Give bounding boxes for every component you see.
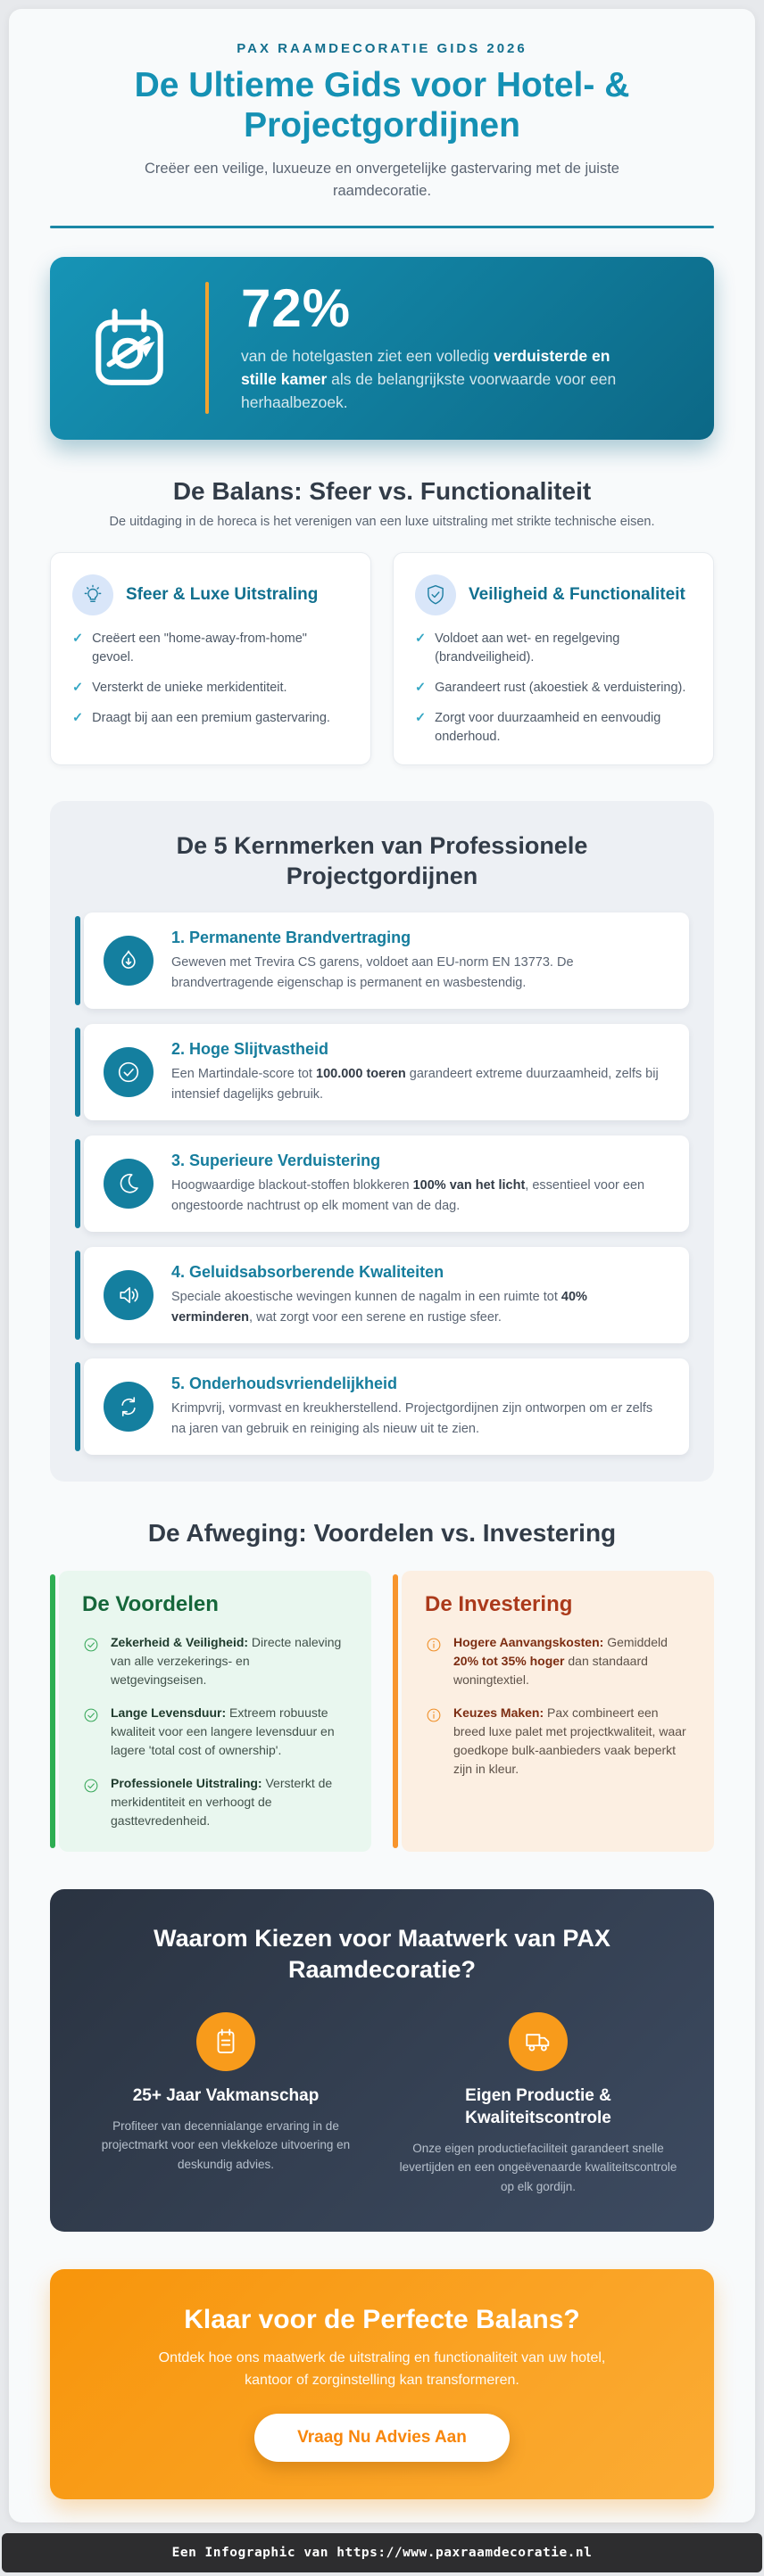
cons-card (402, 1571, 714, 1852)
list-item: Lange Levensduur: Extreem robuuste kwaliteit voor een langere levensduur en lagere 'total cost of ownership'. (82, 1704, 348, 1760)
check-icon (415, 679, 426, 698)
balans-title: De Balans: Sfeer vs. Functionaliteit (172, 476, 592, 505)
feature-card (84, 1247, 689, 1343)
lightbulb-icon (81, 583, 104, 607)
feature-card (84, 1358, 689, 1455)
feature-title: 5. Onderhoudsvriendelijkheid (171, 1375, 398, 1393)
check-circle-icon (82, 1636, 100, 1654)
stat-banner (50, 257, 714, 440)
waarom-column-title: 25+ Jaar Vakmanschap (132, 2086, 320, 2106)
list-item: Hogere Aanvangskosten: Gemiddeld 20% tot 35% hoger dan standaard woningtextiel. (425, 1633, 691, 1689)
list-item: Zekerheid & Veiligheid: Directe naleving van alle verzekerings- en wetgevingseisen. (82, 1633, 348, 1689)
feature-body (171, 1263, 669, 1327)
balance-card-title: Veiligheid & Functionaliteit (469, 584, 685, 604)
feature-description: Geweven met Trevira CS garens, voldoet aan EU-norm EN 13773. De brandvertragende eigenschap is permanent en wasbestendig. (171, 955, 574, 990)
cta-text: Ontdek hoe ons maatwerk de uitstraling en functionaliteit van uw hotel, kantoor of zorginstelling kan transformeren. (158, 2350, 606, 2389)
balance-card-list (72, 630, 349, 728)
feature-description: Een Martindale-score tot 100.000 toeren garandeert extreme duurzaamheid, zelfs bij intensief dagelijks gebruik. (171, 1067, 659, 1102)
balans-subtitle: De uitdaging in de horeca is het verenigen van een luxe uitstraling met strikte technische eisen. (109, 514, 655, 529)
check-circle-icon (82, 1777, 100, 1795)
clipboard-icon (211, 2027, 241, 2057)
feature-card (84, 1024, 689, 1120)
feature-description: Speciale akoestische wevingen kunnen de nagalm in een ruimte tot 40% verminderen, wat zorgt voor een serene en rustige sfeer. (171, 1290, 587, 1325)
stat-value: 72% (241, 277, 352, 338)
speaker-icon (115, 1282, 142, 1309)
infographic-page (9, 9, 755, 2522)
page-title: De Ultieme Gids voor Hotel- & Projectgordijnen (134, 66, 630, 145)
list-item: Keuzes Maken: Pax combineert een breed luxe palet met projectkwaliteit, waar goedkope bulk-aanbieders vaak beperkt zijn in kleur. (425, 1704, 691, 1779)
checklist-item: ✓ Zorgt voor duurzaamheid en eenvoudig onderhoud. (415, 709, 692, 747)
header (50, 41, 714, 228)
cons-title: De Investering (425, 1591, 573, 1616)
balans-section (50, 477, 714, 765)
accent-bar (205, 282, 209, 414)
request-advice-button[interactable]: Vraag Nu Advies Aan (254, 2414, 510, 2462)
balance-cards (50, 552, 714, 765)
waarom-column-text: Profiteer van decennialange ervaring in de projectmarkt voor een vlekkeloze uitvoering en deskundig advies. (101, 2118, 351, 2172)
page-subtitle: Creëer een veilige, luxueuze en onvergetelijke gastervaring met de juiste raamdecoratie. (145, 161, 619, 200)
pros-title: De Voordelen (82, 1591, 219, 1616)
flame-icon (115, 947, 142, 974)
balance-card-title: Sfeer & Luxe Uitstraling (126, 584, 319, 604)
feature-description: Hoogwaardige blackout-stoffen blokkeren 100% van het licht, essentieel voor een ongestoorde nachtrust op elk moment van de dag. (171, 1178, 645, 1213)
pros-list (82, 1633, 348, 1830)
feature-body (171, 929, 669, 993)
feature-list (75, 912, 689, 1455)
feature-title: 4. Geluidsabsorberende Kwaliteiten (171, 1263, 444, 1282)
checklist-item: ✓ Voldoet aan wet- en regelgeving (brandveiligheid). (415, 630, 692, 667)
cta-section (50, 2269, 714, 2499)
checklist-item: ✓ Draagt bij aan een premium gastervaring. (72, 709, 349, 728)
feature-card (84, 912, 689, 1009)
waarom-section (50, 1889, 714, 2232)
cons-list (425, 1633, 691, 1779)
waarom-title: Waarom Kiezen voor Maatwerk van PAX Raamdecoratie? (154, 1924, 610, 1984)
feature-card (84, 1135, 689, 1232)
checklist-item: ✓ Creëert een "home-away-from-home" gevoel. (72, 630, 349, 667)
footer-text: Een Infographic van https://www.paxraamdecoratie.nl (171, 2545, 593, 2560)
feature-title: 3. Superieure Verduistering (171, 1152, 381, 1170)
balance-card-list (415, 630, 692, 747)
kernmerken-title: De 5 Kernmerken van Professionele Projectgordijnen (176, 831, 588, 889)
waarom-column-title: Eigen Productie & Kwaliteitscontrole (465, 2086, 611, 2127)
pros-card (59, 1571, 371, 1852)
check-icon (72, 630, 83, 667)
footer-bar (2, 2533, 762, 2572)
truck-icon (523, 2027, 553, 2057)
check-icon (415, 630, 426, 667)
check-circle-icon (82, 1706, 100, 1724)
feature-body (171, 1040, 669, 1104)
afweging-title: De Afweging: Voordelen vs. Investering (147, 1518, 617, 1547)
eyebrow: PAX RAAMDECORATIE GIDS 2026 (237, 41, 527, 56)
feature-title: 2. Hoge Slijtvastheid (171, 1040, 329, 1059)
moon-icon (115, 1170, 142, 1197)
feature-description: Krimpvrij, vormvast en kreukherstellend. Projectgordijnen zijn ontworpen om er zelfs na jaren van gebruik en reiniging als nieuw uit te zien. (171, 1401, 653, 1436)
stat-text: van de hotelgasten ziet een volledig verduisterde en stille kamer als de belangrijkste voorwaarde voor een herhaalbezoek. (241, 346, 617, 412)
balance-card-header (415, 574, 692, 615)
feature-body (171, 1152, 669, 1216)
divider (50, 226, 714, 228)
waarom-columns (86, 2012, 678, 2196)
afweging-cards (50, 1571, 714, 1852)
check-circle-icon (115, 1059, 142, 1086)
check-icon (415, 709, 426, 747)
kernmerken-panel (50, 801, 714, 1482)
list-item: Professionele Uitstraling: Versterkt de merkidentiteit en verhoogt de gasttevredenheid. (82, 1774, 348, 1830)
check-icon (72, 679, 83, 698)
shield-check-icon (424, 583, 447, 607)
afweging-section (50, 1519, 714, 1852)
waarom-column (86, 2012, 366, 2196)
checklist-item: ✓ Versterkt de unieke merkidentiteit. (72, 679, 349, 698)
info-circle-icon (425, 1706, 443, 1724)
feature-body (171, 1375, 669, 1439)
checklist-item: ✓ Garandeert rust (akoestiek & verduistering). (415, 679, 692, 698)
waarom-column-text: Onze eigen productiefaciliteit garandeert snelle levertijden en een ongeëvenaarde kwaliteitscontrole op elk gordijn. (399, 2141, 677, 2193)
waarom-column (398, 2012, 678, 2196)
cta-title: Klaar voor de Perfecte Balans? (184, 2305, 580, 2335)
refresh-icon (115, 1393, 142, 1420)
check-icon (72, 709, 83, 728)
info-circle-icon (425, 1636, 443, 1654)
calendar-bed-icon (86, 304, 173, 392)
balance-card-header (72, 574, 349, 615)
balance-card (50, 552, 371, 765)
balance-card (393, 552, 714, 765)
stat-body (241, 277, 634, 415)
feature-title: 1. Permanente Brandvertraging (171, 929, 411, 947)
